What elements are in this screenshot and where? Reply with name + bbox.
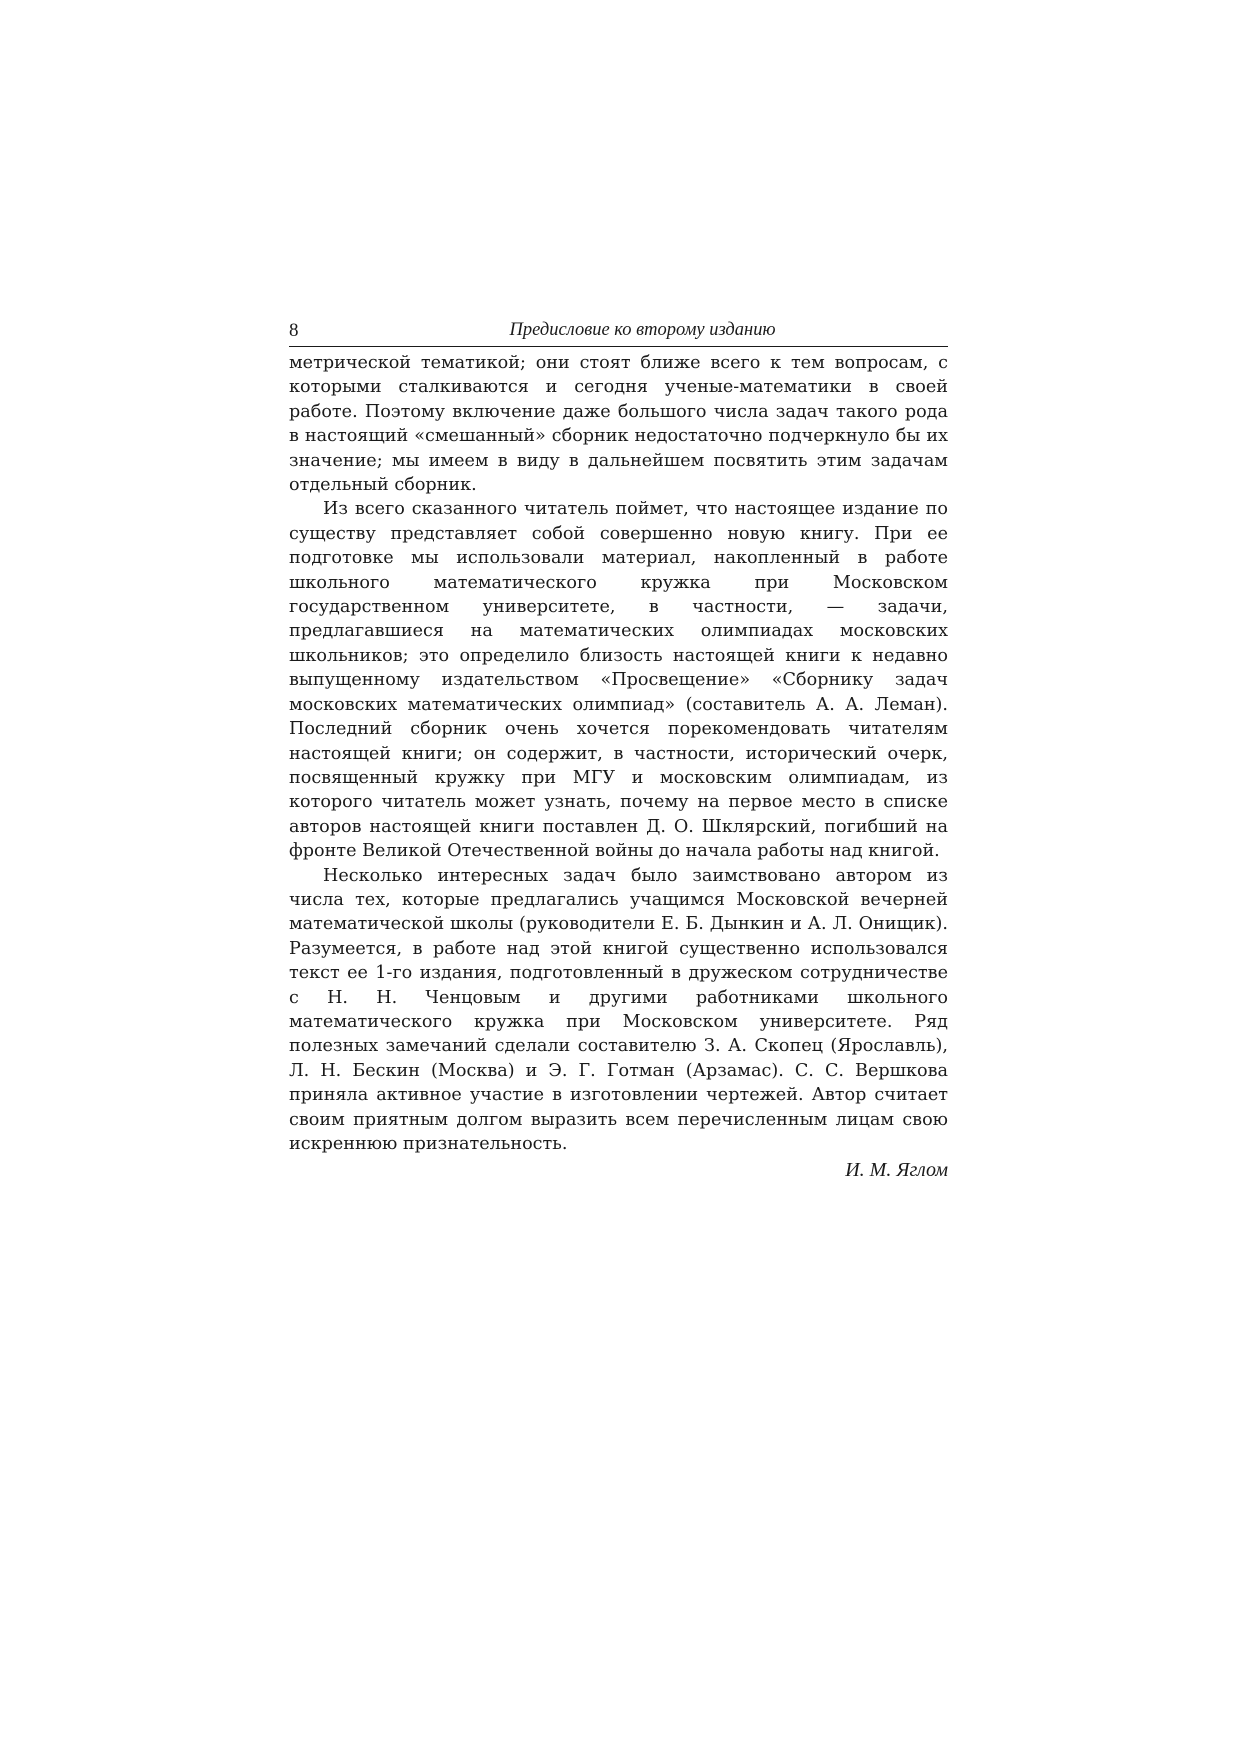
paragraph-continuation: метрической тематикой; они стоят ближе всего к тем вопросам, с которыми сталкиваются и сегодня ученые-математики в своей работе. Поэтому включение даже большого числа задач такого рода в настоящий «смешанный» сборник недостаточно подчеркнуло бы их значение; мы имеем в виду в дальнейшем посвятить этим задачам отдельный сборник. [289, 353, 948, 496]
author-signature: И. М. Яглом [845, 1159, 948, 1182]
paragraph: Несколько интересных задач было заимствовано автором из числа тех, которые предлагались учащимся Московской вечерней математической школы (руководители Е. Б. Дынкин и А. Л. Онищик). Разумеется, в работе над этой книгой существенно использовался текст ее 1-го издания, подготовленный в дружеском сотрудничестве с Н. Н. Ченцовым и другими работниками школьного математического кружка при Московском университете. Ряд полезных замечаний сделали составителю З. А. Скопец (Ярославль), Л. Н. Бескин (Москва) и Э. Г. Готман (Арзамас). С. С. Вершкова приняла активное участие в изготовлении чертежей. Автор считает своим приятным долгом выразить всем перечисленным лицам свою искреннюю признательность. [289, 865, 948, 1154]
page-number: 8 [289, 320, 299, 341]
running-title: Предисловие ко второму изданию [509, 320, 776, 340]
running-header [289, 318, 948, 347]
page-content [289, 318, 948, 1183]
body-text [289, 351, 948, 1156]
paragraph: Из всего сказанного читатель поймет, что настоящее издание по существу представляет собой совершенно новую книгу. При ее подготовке мы использовали материал, накопленный в работе школьного математического кружка при Московском государственном университете, в частности, — задачи, предлагавшиеся на математических олимпиадах московских школьников; это определило близость настоящей книги к недавно выпущенному издательством «Просвещение» «Сборнику задач московских математических олимпиад» (составитель А. А. Леман). Последний сборник очень хочется порекомендовать читателям настоящей книги; он содержит, в частности, исторический очерк, посвященный кружку при МГУ и московским олимпиадам, из которого читатель может узнать, почему на первое место в списке авторов настоящей книги поставлен Д. О. Шклярский, погибший на фронте Великой Отечественной войны до начала работы над книгой. [289, 499, 948, 862]
